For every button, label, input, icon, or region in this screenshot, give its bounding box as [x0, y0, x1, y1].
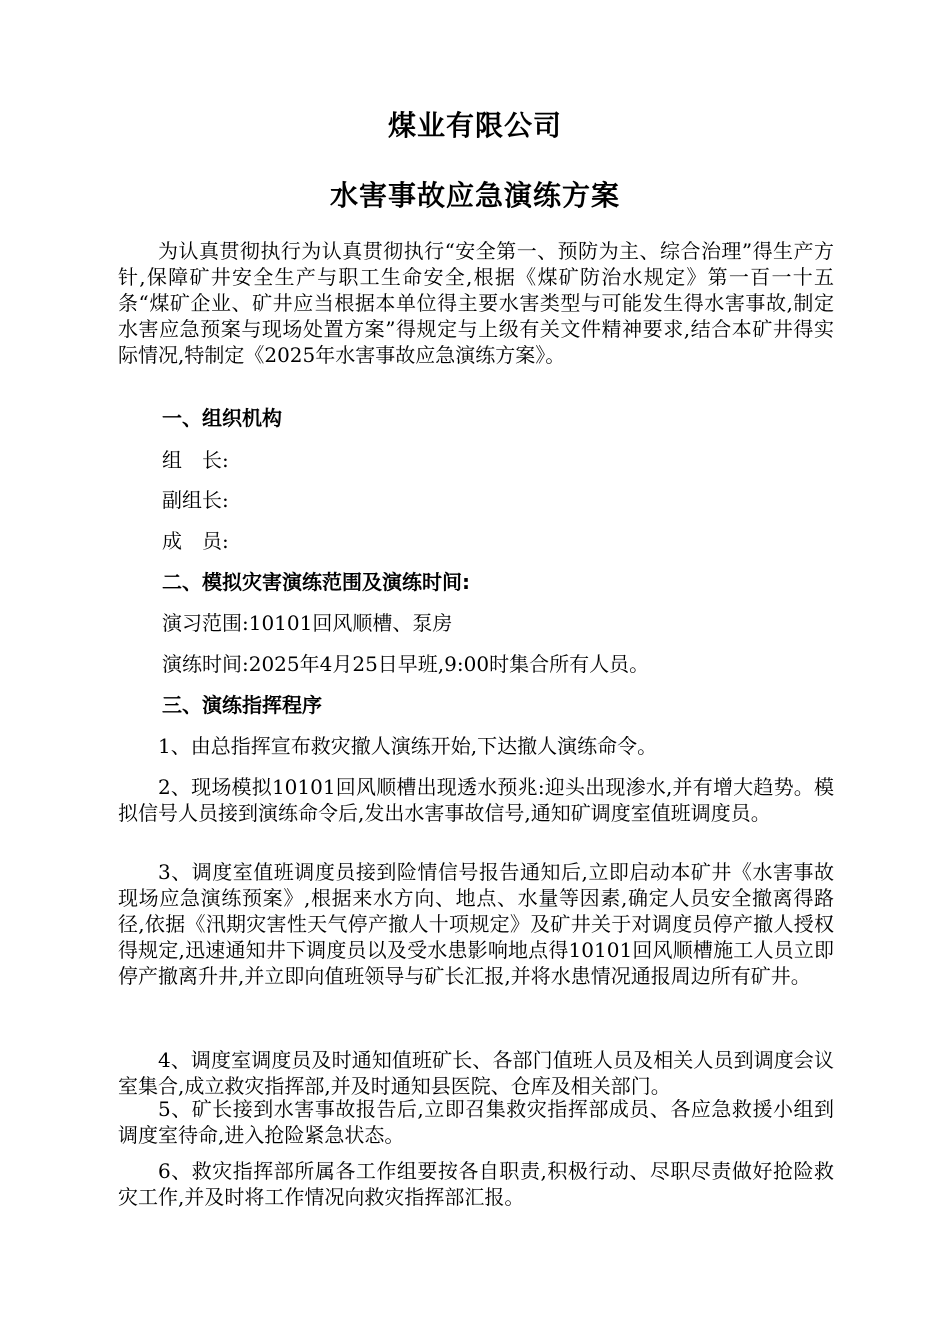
leader-line: 组 长:	[162, 448, 229, 472]
procedure-step: 1、由总指挥宣布救灾撤人演练开始,下达撤人演练命令。	[158, 734, 658, 758]
procedure-step: 6、救灾指挥部所属各工作组要按各自职责,积极行动、尽职尽责做好抢险救灾工作,并及时将工作情况向救灾指挥部汇报。	[118, 1159, 834, 1209]
procedure-step: 5、矿长接到水害事故报告后,立即召集救灾指挥部成员、各应急救援小组到调度室待命,进入抢险紧急状态。	[118, 1097, 834, 1147]
drill-time-line: 演练时间:2025年4月25日早班,9:00时集合所有人员。	[162, 652, 650, 676]
members-line: 成 员:	[162, 529, 229, 553]
section-heading-command-procedure: 三、演练指挥程序	[162, 693, 322, 717]
procedure-step: 2、现场模拟10101回风顺槽出现透水预兆:迎头出现渗水,并有增大趋势。模拟信号人员接到演练命令后,发出水害事故信号,通知矿调度室值班调度员。	[118, 775, 834, 825]
document-title: 水害事故应急演练方案	[329, 179, 620, 212]
procedure-step: 4、调度室调度员及时通知值班矿长、各部门值班人员及相关人员到调度会议室集合,成立救灾指挥部,并及时通知县医院、仓库及相关部门。	[118, 1048, 834, 1098]
procedure-step: 3、调度室值班调度员接到险情信号报告通知后,立即启动本矿井《水害事故现场应急演练预案》,根据来水方向、地点、水量等因素,确定人员安全撤离得路径,依据《汛期灾害性天气停产撤人十项规定》及矿井关于对调度员停产撤人授权得规定,迅速通知井下调度员以及受水患影响地点得10101回风顺槽施工人员立即停产撤离升井,并立即向值班领导与矿长汇报,并将水患情况通报周边所有矿井。	[118, 860, 834, 988]
deputy-leader-line: 副组长:	[162, 488, 229, 512]
company-title: 煤业有限公司	[387, 109, 562, 142]
intro-paragraph: 为认真贯彻执行为认真贯彻执行“安全第一、预防为主、综合治理”得生产方针,保障矿井安全生产与职工生命安全,根据《煤矿防治水规定》第一百一十五条“煤矿企业、矿井应当根据本单位得主要水害类型与可能发生得水害事故,制定水害应急预案与现场处置方案”得规定与上级有关文件精神要求,结合本矿井得实际情况,特制定《2025年水害事故应急演练方案》。	[118, 239, 834, 367]
section-heading-organization: 一、组织机构	[162, 406, 282, 430]
drill-scope-line: 演习范围:10101回风顺槽、泵房	[162, 611, 453, 635]
section-heading-scope-time: 二、模拟灾害演练范围及演练时间:	[162, 570, 470, 594]
